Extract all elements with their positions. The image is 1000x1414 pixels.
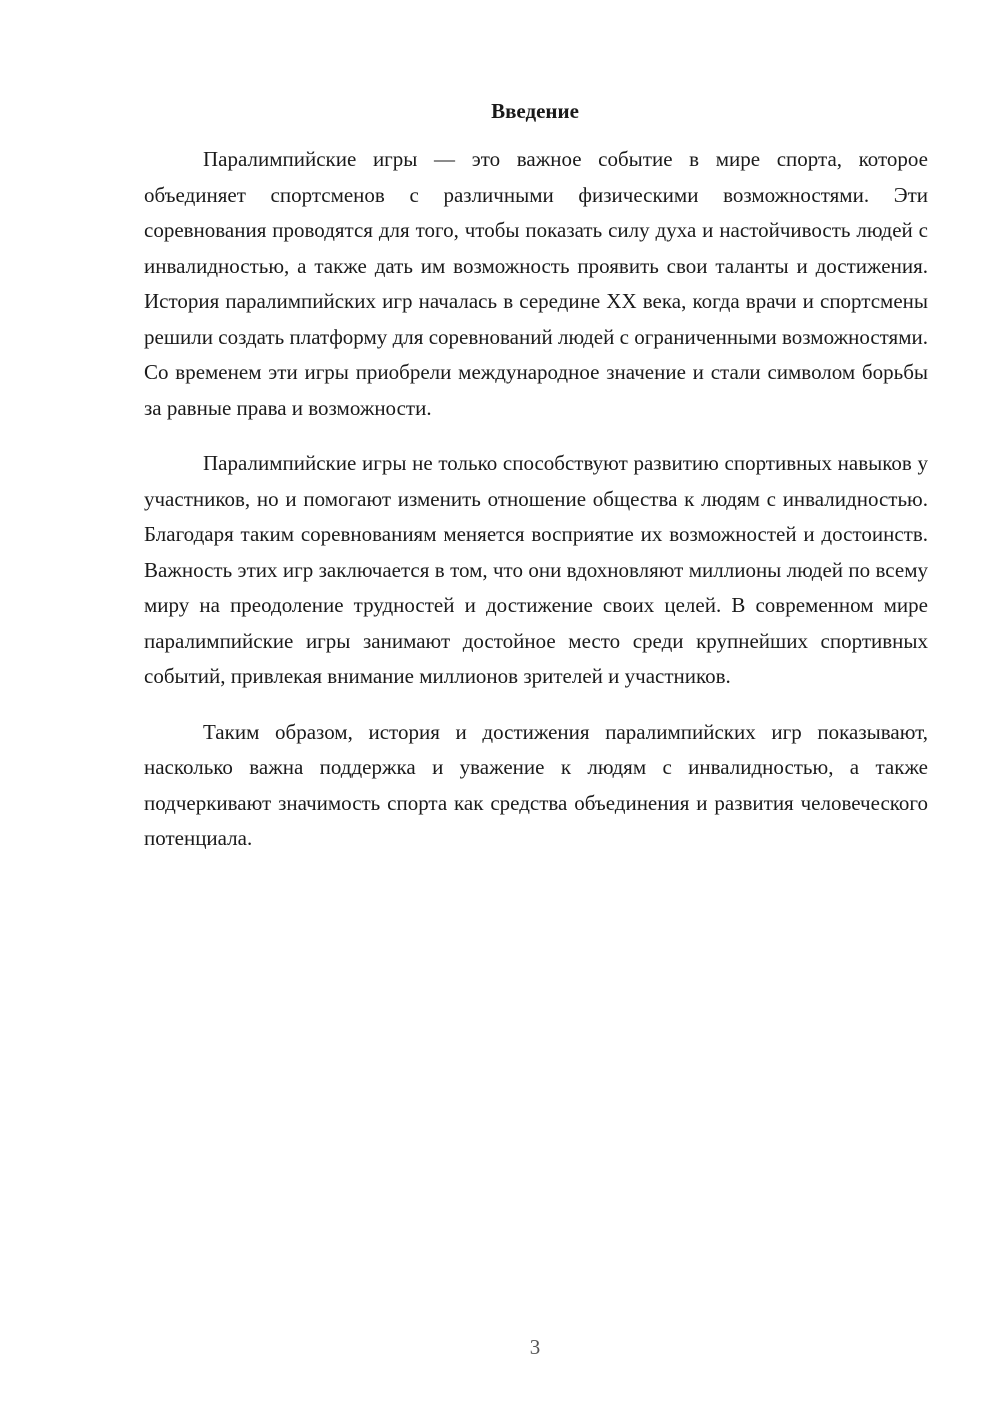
paragraph-3: Таким образом, история и достижения паралимпийских игр показывают, насколько важна поддержка и уважение к людям с инвалидностью, а также подчеркивают значимость спорта как средства объединения и развития человеческого потенциала. [144,719,928,850]
page-title: Введение [491,99,579,123]
paragraph-2: Паралимпийские игры не только способствуют развитию спортивных навыков у участников, но и помогают изменить отношение общества к людям с инвалидностью. Благодаря таким соревнованиям меняется восприятие их возможностей и достоинств. Важность этих игр заключается в том, что они вдохновляют миллионы людей по всему миру на преодоление трудностей и достижение своих целей. В современном мире паралимпийские игры занимают достойное место среди крупнейших спортивных событий, привлекая внимание миллионов зрителей и участников. [144,451,928,688]
body-text [144,142,928,877]
paragraph-1: Паралимпийские игры — это важное событие в мире спорта, которое объединяет спортсменов с различными физическими возможностями. Эти соревнования проводятся для того, чтобы показать силу духа и настойчивость людей с инвалидностью, а также дать им возможность проявить свои таланты и достижения. История паралимпийских игр началась в середине XX века, когда врачи и спортсмены решили создать платформу для соревнований людей с ограниченными возможностями. Со временем эти игры приобрели международное значение и стали символом борьбы за равные права и возможности. [144,147,928,420]
page-number: 3 [529,1335,541,1359]
